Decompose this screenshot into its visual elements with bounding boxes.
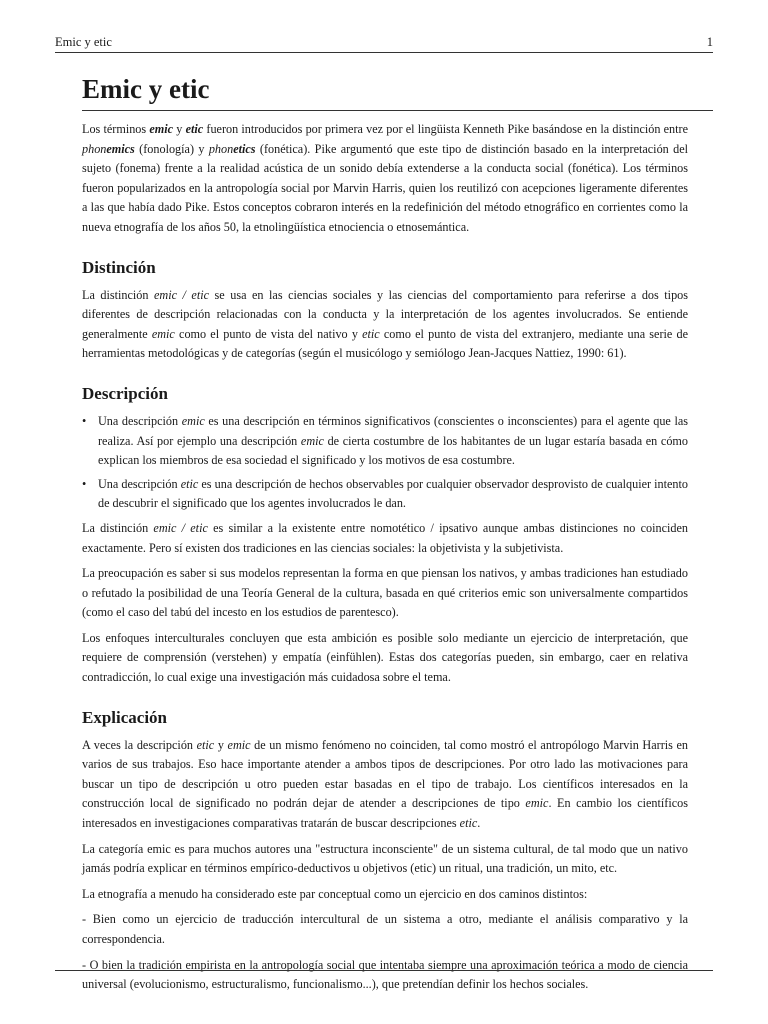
section-heading-distincion: Distinción bbox=[82, 257, 156, 277]
list-item: • Una descripción etic es una descripción de hechos observables por cualquier observador desprovisto de cualquier intento de descubrir el significado que los agentes involucrados le dan. bbox=[82, 476, 688, 511]
distincion-paragraph: La distinción emic / etic se usa en las ciencias sociales y las ciencias del comportamiento para referirse a dos tipos diferentes de descripción relacionadas con la conducta y la interpretación de los agentes involucrados. Se entiende generalmente emic como el punto de vista del nativo y etic como el punto de vista del extranjero, mediante una serie de herramientas metodológicas y de categorías (según el musicólogo y semiólogo Jean-Jacques Nattiez, 1990: 61). bbox=[82, 287, 688, 361]
bullet-icon: • bbox=[82, 413, 87, 428]
section-heading-descripcion: Descripción bbox=[82, 383, 168, 403]
list-item: • Una descripción emic es una descripción en términos significativos (conscientes o inconscientes) para el agente que las realiza. Así por ejemplo una descripción emic de cierta costumbre de los habitantes de un lugar estaría basada en cómo explican los miembros de esa sociedad el significado y los motivos de esa costumbre. bbox=[82, 413, 688, 468]
descripcion-list bbox=[82, 412, 688, 514]
explicacion-paragraph-5: - O bien la tradición empirista en la antropología social que intentaba siempre una aproximación teórica a modo de ciencia universal (evolucionismo, estructuralismo, funcionalismo...), que pretendían definir los hechos sociales. bbox=[82, 957, 688, 992]
bullet-icon: • bbox=[82, 476, 87, 491]
title-divider bbox=[82, 110, 713, 111]
descripcion-paragraph-3: Los enfoques interculturales concluyen que esta ambición es posible solo mediante un ejercicio de interpretación, que requiere de comprensión (verstehen) y empatía (einfühlen). Estas dos categorías pueden, sin embargo, caer en relativa contradicción, lo cual exige una investigación más cuidadosa sobre el tema. bbox=[82, 630, 688, 685]
section-heading-explicacion: Explicación bbox=[82, 707, 168, 727]
footer-divider bbox=[55, 970, 713, 971]
descripcion-paragraph-1: La distinción emic / etic es similar a la existente entre nomotético / ipsativo aunque ambas distinciones no coinciden exactamente. Pero sí existen dos tradiciones en las ciencias sociales: la objetivista y la subjetivista. bbox=[82, 520, 688, 555]
descripcion-paragraph-2: La preocupación es saber si sus modelos representan la forma en que piensan los nativos, y ambas tradiciones han estudiado o refutado la posibilidad de una Teoría General de la cultura, basada en qué criterios emic son universalmente compartidos (como el caso del tabú del incesto en los estudios de parentesco). bbox=[82, 566, 688, 620]
page-title: Emic y etic bbox=[82, 74, 210, 104]
page-number: 1 bbox=[706, 35, 713, 49]
intro-paragraph: Los términos emic y etic fueron introducidos por primera vez por el lingüista Kenneth Pike basándose en la distinción entre phonemics (fonología) y phonetics (fonética). Pike argumentó que este tipo de distinción basado en la interpretación del sujeto (fonema) frente a la realidad acústica de un sonido debía extenderse a la conducta social (fonética). Los términos fueron popularizados en la antropología social por Marvin Harris, quien los reutilizó con acepciones ligeramente diferentes a las que había dado Pike. Estos conceptos cobraron interés en la redefinición del método etnográfico en corrientes como la nueva etnografía de los años 50, la etnolingüística etnociencia o etnosemántica. bbox=[82, 122, 689, 234]
explicacion-paragraph-4: - Bien como un ejercicio de traducción intercultural de un sistema a otro, mediante el análisis comparativo y la correspondencia. bbox=[82, 912, 688, 946]
article-body bbox=[82, 120, 688, 1001]
explicacion-paragraph-3: La etnografía a menudo ha considerado este par conceptual como un ejercicio en dos caminos distintos: bbox=[82, 886, 588, 901]
running-header bbox=[55, 34, 713, 53]
explicacion-paragraph-1: A veces la descripción etic y emic de un mismo fenómeno no coinciden, tal como mostró el antropólogo Marvin Harris en varios de sus trabajos. Eso hace importante atender a ambos tipos de descripciones. Por otro lado las motivaciones para buscar un tipo de descripción u otro pueden estar basadas en el tipo de trabajo. Los científicos interesados en la construcción local de significado no podrán dejar de atender a descripciones de tipo emic. En cambio los científicos interesados en investigaciones comparativas tratarán de buscar descripciones etic. bbox=[82, 737, 689, 831]
running-header-title: Emic y etic bbox=[55, 35, 112, 49]
explicacion-paragraph-2: La categoría emic es para muchos autores una "estructura inconsciente" de un sistema cultural, de tal modo que un nativo jamás podría explicar en términos empírico-deductivos u objetivos (etic) un ritual, una tradición, un mito, etc. bbox=[82, 841, 688, 876]
